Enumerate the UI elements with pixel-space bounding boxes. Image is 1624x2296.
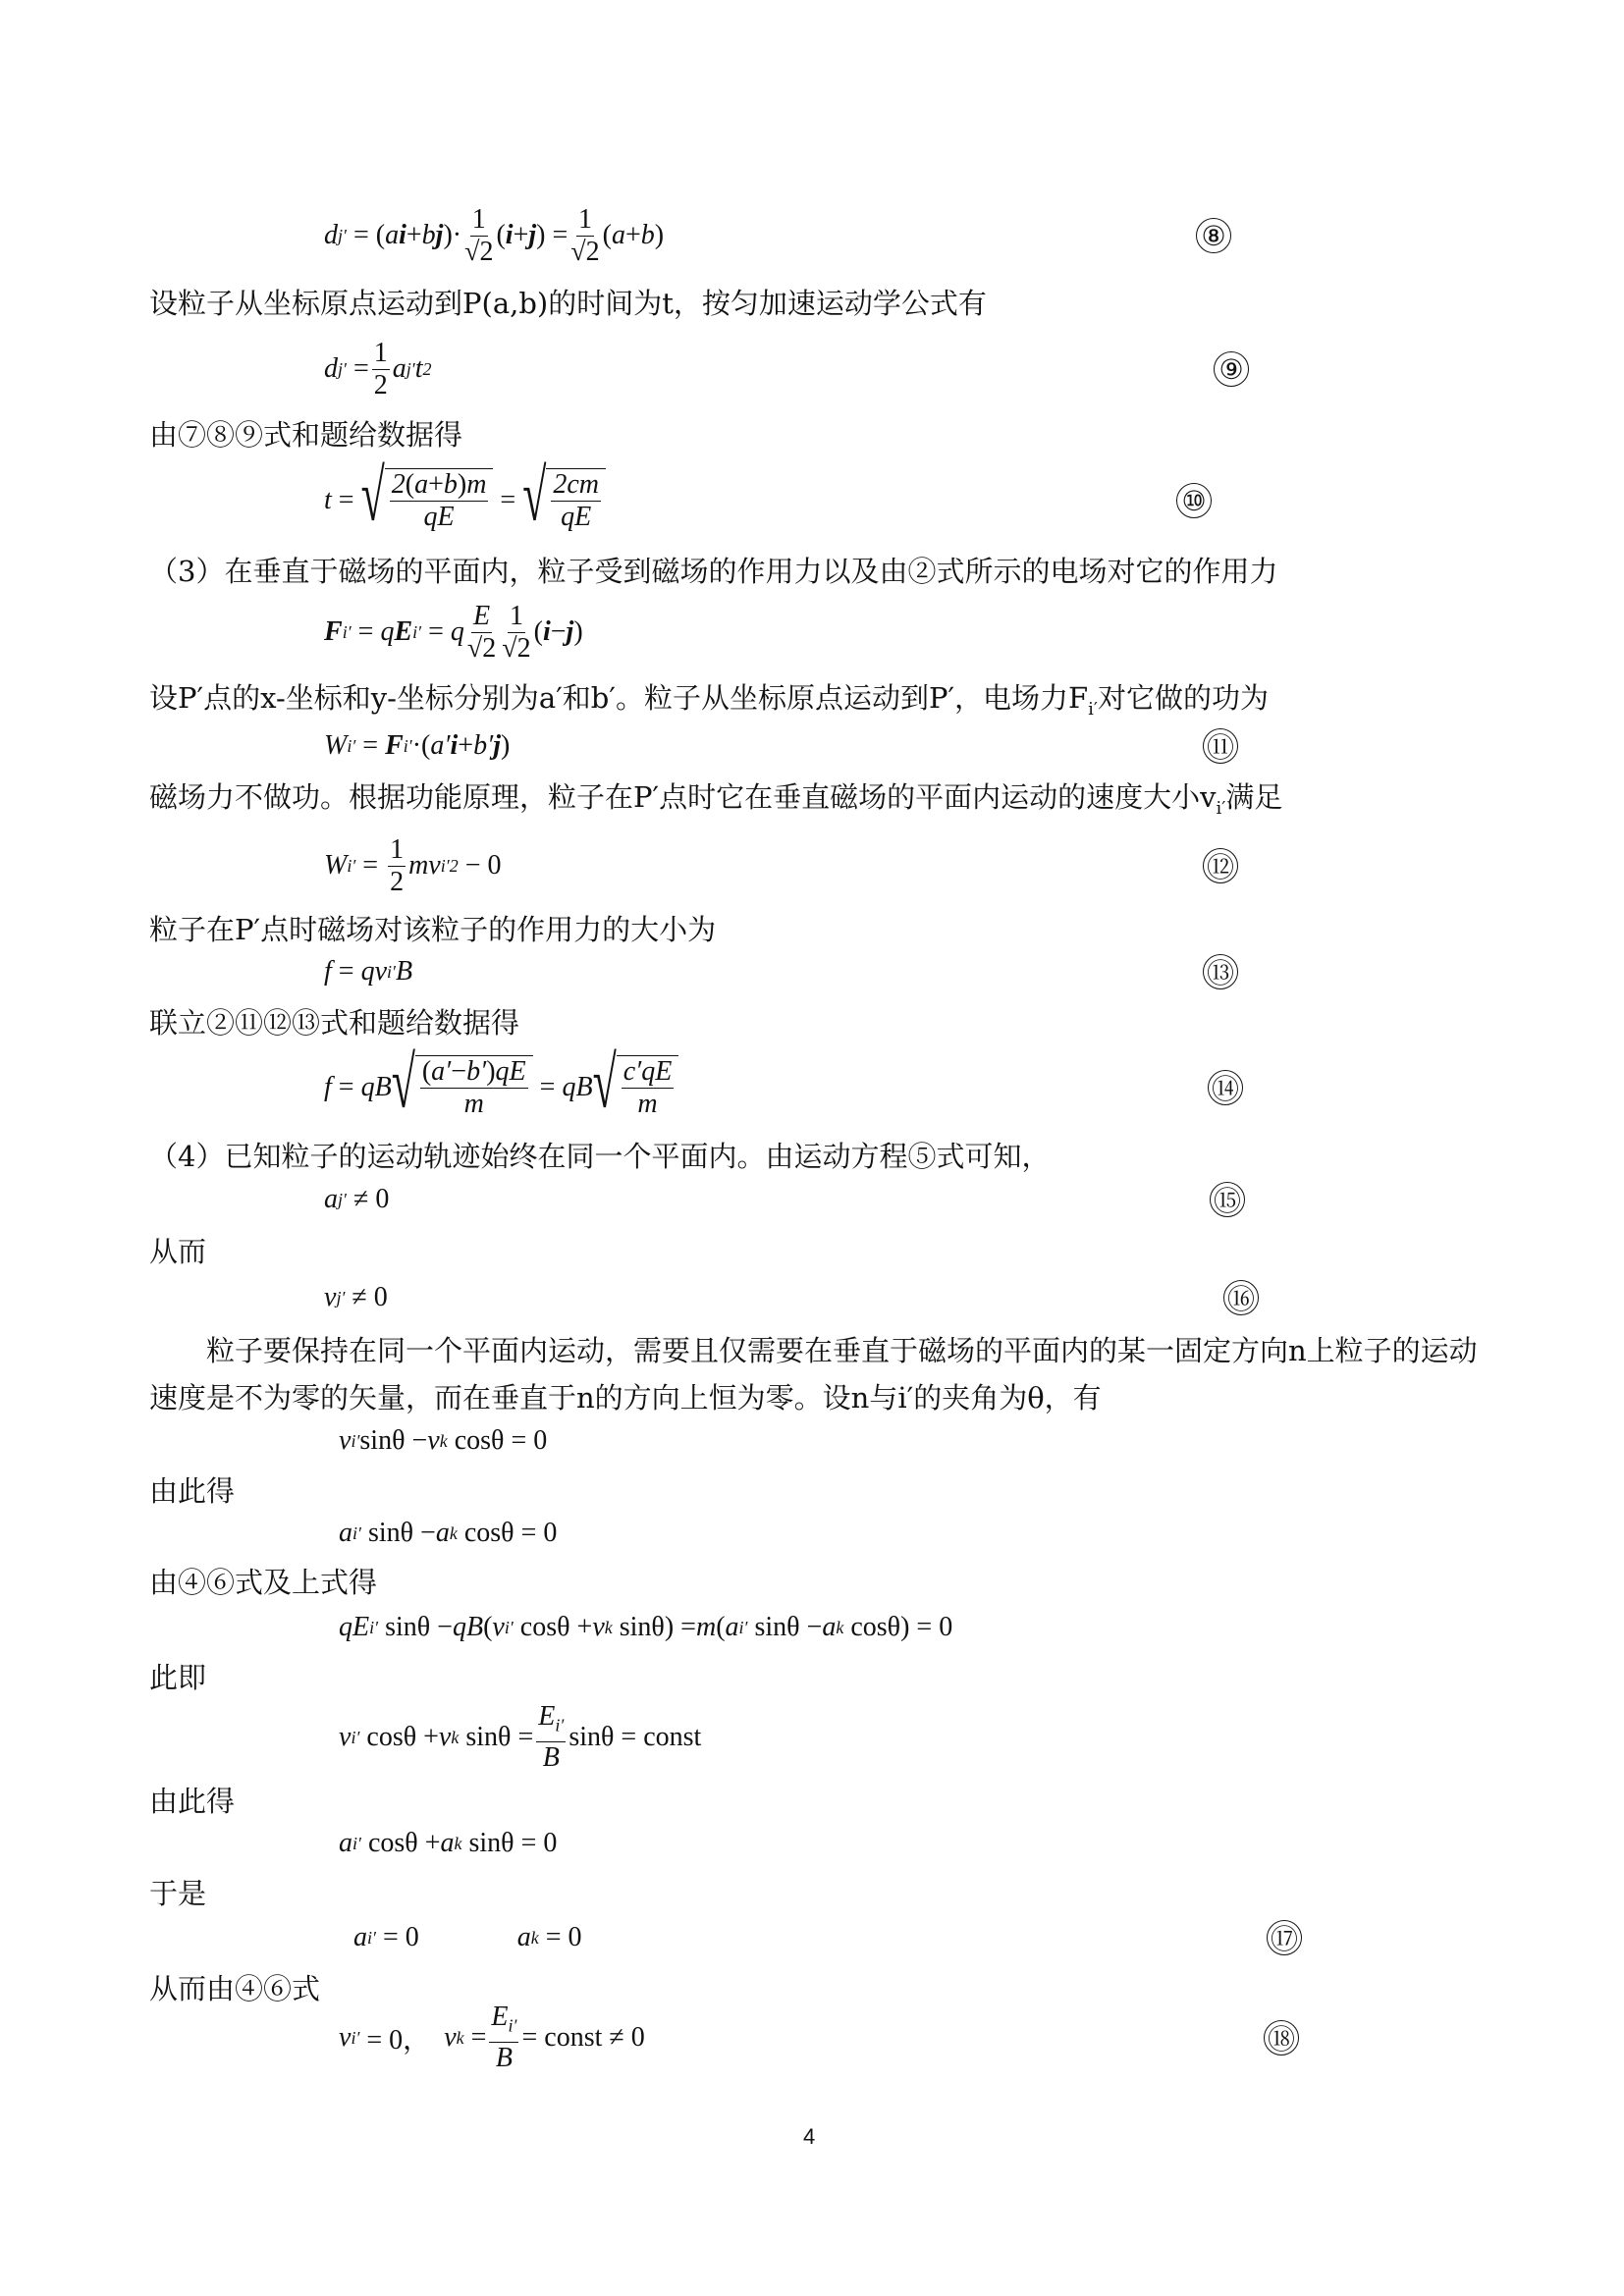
equation-14: f = qB √ $\frac{(a'-b')qE}{m}$ = qB √ $\frac{c'qE}{m}$ (324, 1048, 678, 1127)
text-line: 由此得 (149, 1474, 236, 1508)
text-line: 由此得 (149, 1785, 236, 1818)
equation-number: ⑨ (1214, 351, 1249, 387)
equation-9: d j′ = $\frac{1}{2}$ a j′ t 2 (324, 337, 432, 400)
text-line: 由⑦⑧⑨式和题给数据得 (149, 418, 463, 452)
text-line: 速度是不为零的矢量，而在垂直于n的方向上恒为零。设n与i′的夹角为θ，有 (149, 1381, 1102, 1415)
text-line: 磁场力不做功。根据功能原理，粒子在P′点时它在垂直磁场的平面内运动的速度大小$v_{i'}$满足 (149, 780, 1283, 819)
text-line: 于是 (149, 1877, 207, 1910)
equation-number: ⑰ (1267, 1920, 1302, 1955)
equation-number: ⑱ (1264, 2020, 1299, 2056)
text-line: 从而由④⑥式 (149, 1972, 321, 2005)
text-line: 联立②⑪⑫⑬式和题给数据得 (149, 1006, 520, 1040)
equation-number: ⑮ (1210, 1182, 1245, 1217)
equation-12: W i′ = $\frac{1}{2}$ mv i′ 2 − 0 (324, 833, 502, 897)
equation-11: W i′ = F i′ ·( a′ i + b′ j ) (324, 730, 511, 761)
equation-number: ⑧ (1196, 218, 1231, 253)
equation-15: a j′ ≠ 0 (324, 1184, 390, 1214)
text-line: （4）已知粒子的运动轨迹始终在同一个平面内。由运动方程⑤式可知， (149, 1140, 1051, 1173)
equation-18: v i′ = 0， v k = $\frac{E_{i'}}{B}$ = const ≠ 0 (339, 2002, 645, 2073)
equation-velocity-plane: v i′ sinθ − v k cosθ = 0 (339, 1425, 548, 1456)
equation-16: v j′ ≠ 0 (324, 1282, 388, 1312)
equation-number: ⑬ (1203, 954, 1238, 989)
equation-number: ⑯ (1223, 1280, 1259, 1315)
page-number: 4 (803, 2124, 816, 2149)
text-line: 此即 (149, 1661, 207, 1694)
equation-const: v i′ cosθ + v k sinθ = $\frac{E_{i'}}{B}$ sinθ = const (339, 1701, 702, 1773)
equation-force: F i′ = q E i′ = q $\frac{E}{√2}$ $\frac{1}{√2}$ ( i − j ) (324, 600, 583, 664)
text-line: 由④⑥式及上式得 (149, 1566, 378, 1599)
text-line: 设粒子从坐标原点运动到P(a,b)的时间为t，按匀加速运动学公式有 (149, 287, 987, 320)
equation-number: ⑭ (1208, 1070, 1243, 1105)
text-line: 设P′点的x-坐标和y-坐标分别为a′和b′。粒子从坐标原点运动到P′，电场力$F_{i'}$对它做的功为 (149, 681, 1270, 720)
equation-accel-plane: a i′ sinθ − a k cosθ = 0 (339, 1518, 558, 1548)
text-line: 粒子要保持在同一个平面内运动，需要且仅需要在垂直于磁场的平面内的某一固定方向n上粒子的运动 (206, 1334, 1478, 1367)
text-line: （3）在垂直于磁场的平面内，粒子受到磁场的作用力以及由②式所示的电场对它的作用力 (149, 555, 1278, 588)
equation-number: ⑫ (1203, 848, 1238, 883)
equation-combined: qE i′ sinθ − qB ( v i′ cosθ + v k sinθ) = m ( a i′ sinθ − a k cosθ) = 0 (339, 1612, 953, 1642)
equation-number: ⑪ (1203, 728, 1238, 764)
equation-10: t = √ $\frac{2(a+b)m}{qE}$ = √ $\frac{2cm}{qE}$ (324, 461, 606, 540)
equation-13: f = qv i′ B (324, 956, 413, 987)
equation-8: d j′ = ( a i + b j )· $\frac{1}{√2}$ ( i + j ) = $\frac{1}{√2}$ ( a + b ) (324, 203, 665, 267)
text-line: 从而 (149, 1235, 207, 1268)
equation-number: ⑩ (1176, 483, 1212, 518)
equation-accel-sum: a i′ cosθ + a k sinθ = 0 (339, 1828, 558, 1858)
text-line: 粒子在P′点时磁场对该粒子的作用力的大小为 (149, 913, 717, 946)
equation-17: a i′ = 0 a k = 0 (353, 1922, 582, 1952)
